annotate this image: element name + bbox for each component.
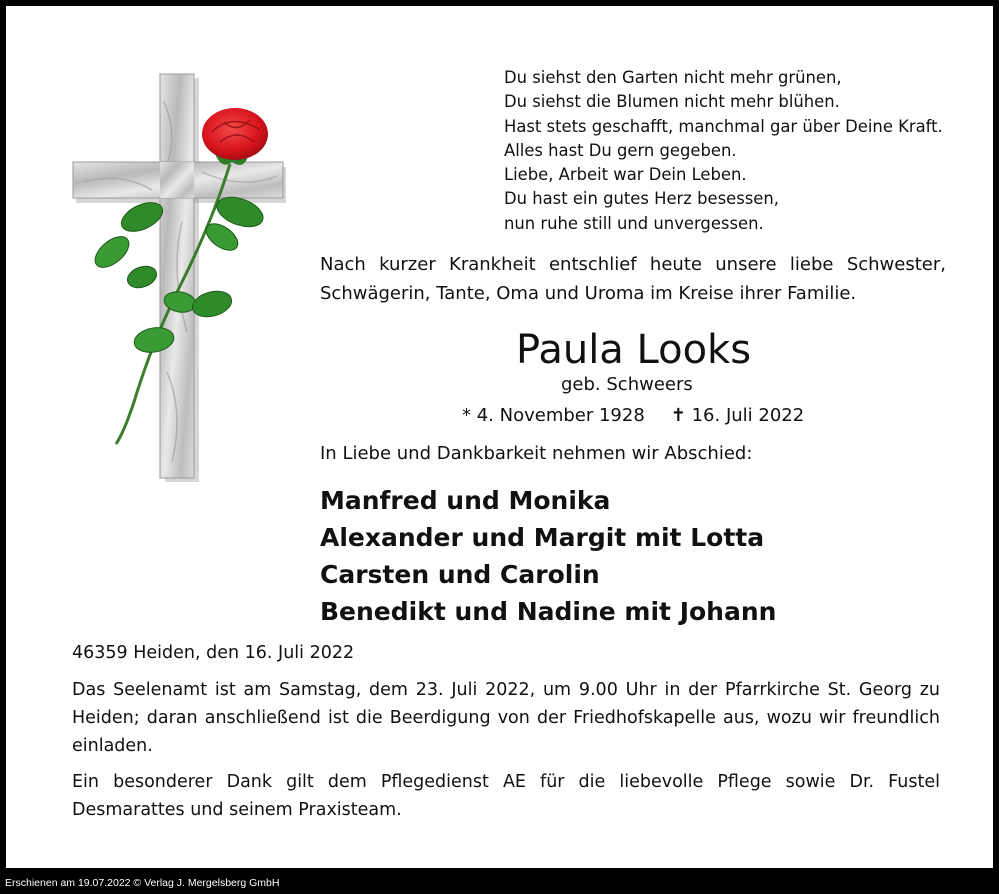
family-member: Benedikt und Nadine mit Johann — [320, 597, 777, 626]
poem-line: Du hast ein gutes Herz besessen, — [504, 189, 779, 209]
publication-footer: Erschienen am 19.07.2022 © Verlag J. Mergelsberg GmbH — [5, 877, 280, 889]
death-date: ✝ 16. Juli 2022 — [670, 405, 805, 426]
family-member: Alexander und Margit mit Lotta — [320, 523, 765, 552]
life-dates — [462, 403, 804, 429]
family-member: Carsten und Carolin — [320, 560, 600, 589]
poem-line: Hast stets geschafft, manchmal gar über Deine Kraft. — [504, 116, 943, 136]
obituary-card — [6, 6, 993, 868]
service-notice: Das Seelenamt ist am Samstag, dem 23. Juli 2022, um 9.00 Uhr in der Pfarrkirche St. Georg zu Heiden; daran anschließend ist die Beerdigung von der Friedhofskapelle aus, wozu wir freundlich einladen. — [72, 680, 940, 756]
poem — [504, 66, 984, 236]
cross-with-rose-icon — [72, 72, 286, 482]
poem-line: Liebe, Arbeit war Dein Leben. — [504, 165, 747, 185]
poem-line: Alles hast Du gern gegeben. — [504, 140, 737, 160]
place-date: 46359 Heiden, den 16. Juli 2022 — [72, 643, 355, 663]
poem-line: Du siehst die Blumen nicht mehr blühen. — [504, 92, 840, 112]
poem-line: Du siehst den Garten nicht mehr grünen, — [504, 68, 842, 87]
poem-line: nun ruhe still und unvergessen. — [504, 213, 764, 233]
farewell-line: In Liebe und Dankbarkeit nehmen wir Abschied: — [320, 443, 753, 464]
family-member: Manfred und Monika — [320, 486, 611, 515]
intro-text: Nach kurzer Krankheit entschlief heute unsere liebe Schwester, Schwägerin, Tante, Oma und Uroma im Kreise ihrer Familie. — [320, 254, 946, 304]
birth-name: geb. Schweers — [561, 374, 693, 395]
deceased-name: Paula Looks — [516, 327, 752, 373]
family-list — [320, 482, 776, 630]
birth-date: * 4. November 1928 — [462, 405, 645, 426]
thanks-text: Ein besonderer Dank gilt dem Pflegedienst AE für die liebevolle Pflege sowie Dr. Fustel Desmarattes und seinem Praxisteam. — [72, 772, 940, 820]
